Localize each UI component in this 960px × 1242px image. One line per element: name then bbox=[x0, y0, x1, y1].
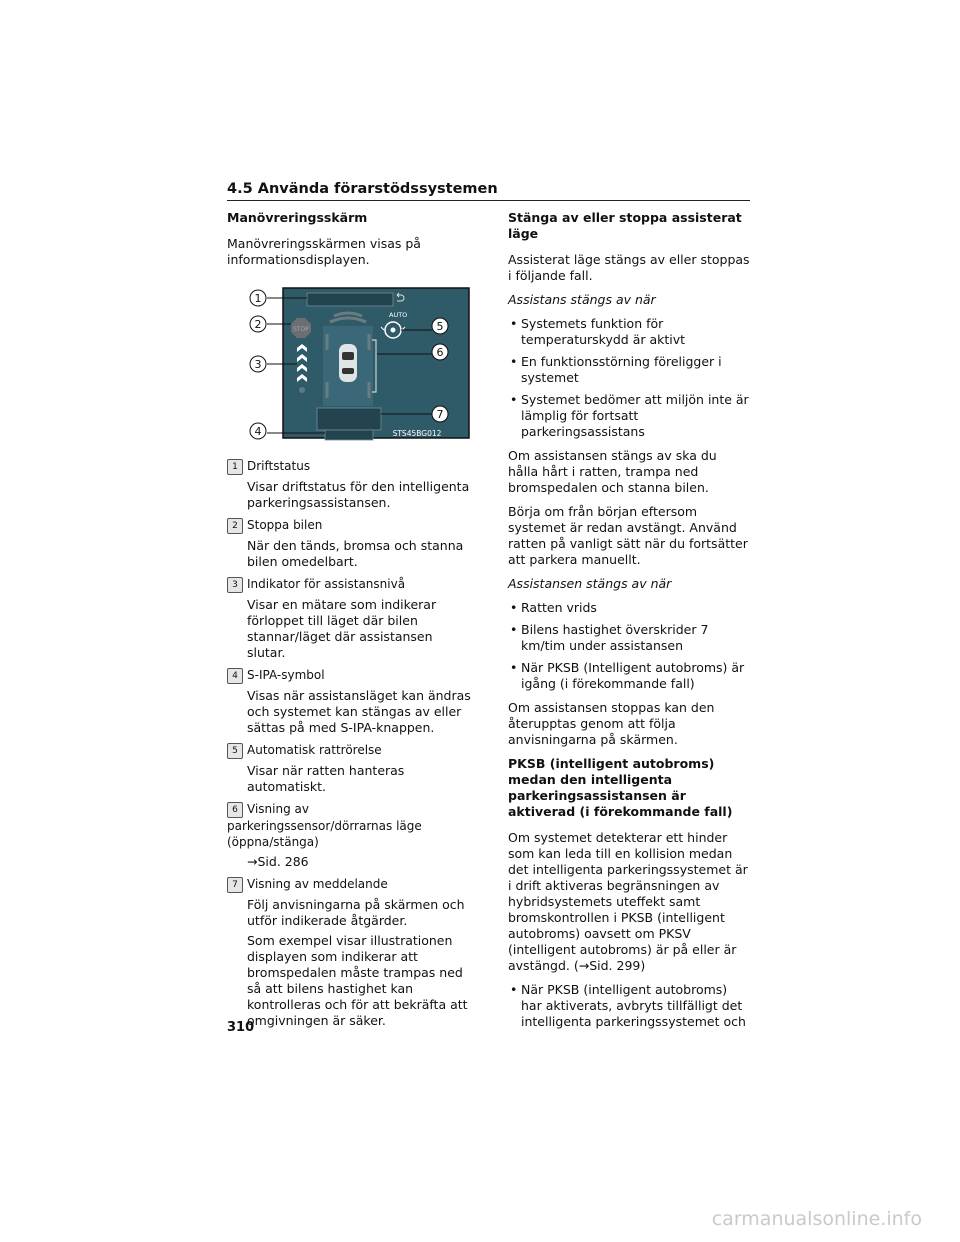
item-number: 3 bbox=[227, 577, 243, 593]
item-number: 7 bbox=[227, 877, 243, 893]
parking-sensor-display bbox=[323, 313, 376, 419]
list-item: • En funktionsstörning föreligger i systemet bbox=[508, 354, 750, 386]
item-desc: Följ anvisningarna på skärmen och utför indikerade åtgärder. bbox=[247, 897, 465, 928]
item-number: 1 bbox=[227, 459, 243, 475]
page-number: 310 bbox=[227, 1020, 255, 1035]
item-title: Indikator för assistansnivå bbox=[247, 577, 406, 591]
display-illustration-svg bbox=[227, 286, 472, 444]
item-number: 4 bbox=[227, 668, 243, 684]
callout-5: 5 bbox=[436, 320, 444, 333]
item-3 bbox=[227, 576, 472, 661]
car-top-view bbox=[339, 344, 357, 382]
callout-2: 2 bbox=[254, 318, 262, 331]
paragraph-4: Om systemet detekterar ett hinder som kan leda till en kollision medan det intelligenta parkeringssystemet är i drift aktiveras begränsningen av hybridsystemets uteffekt samt bromskontrollen i PKSB (intelligent autobroms) oavsett om PKSV (intelligent autobroms) är på eller är avstängd. (→Sid. 299) bbox=[508, 830, 748, 973]
list-item: • Systemet bedömer att miljön inte är lämplig för fortsatt parkeringsassistans bbox=[508, 392, 750, 440]
right-intro: Assisterat läge stängs av eller stoppas i följande fall. bbox=[508, 252, 750, 283]
item-desc: När den tänds, bromsa och stanna bilen omedelbart. bbox=[247, 538, 464, 569]
status-bar bbox=[307, 293, 393, 306]
item-title: Visning av parkeringssensor/dörrarnas läge (öppna/stänga) bbox=[227, 802, 422, 849]
left-heading: Manövreringsskärm bbox=[227, 210, 368, 225]
paragraph-2: Börja om från början eftersom systemet är redan avstängt. Använd ratten på vanligt sätt när du fortsätter att parkera manuellt. bbox=[508, 504, 748, 567]
callout-7: 7 bbox=[436, 408, 444, 421]
callout-4: 4 bbox=[254, 425, 262, 438]
list-item: • Systemets funktion för temperaturskydd är aktivt bbox=[508, 316, 750, 348]
list-item: • När PKSB (Intelligent autobroms) är igång (i förekommande fall) bbox=[508, 660, 750, 692]
right-heading-2: PKSB (intelligent autobroms) medan den intelligenta parkeringsassistansen är aktiverad (i förekommande fall) bbox=[508, 756, 733, 819]
item-title: Driftstatus bbox=[247, 459, 311, 473]
list-item: • När PKSB (intelligent autobroms) har aktiverats, avbryts tillfälligt det intelligenta parkeringssystemet och bbox=[508, 982, 750, 1030]
stop-label: STOP bbox=[293, 326, 309, 333]
left-intro: Manövreringsskärmen visas på informationsdisplayen. bbox=[227, 236, 421, 267]
left-column bbox=[227, 210, 472, 1035]
callout-1: 1 bbox=[254, 292, 262, 305]
subheading-2: Assistansen stängs av när bbox=[508, 576, 672, 591]
section-title: 4.5 Använda förarstödssystemen bbox=[227, 181, 498, 197]
auto-label: AUTO bbox=[389, 311, 408, 319]
item-desc: Visar driftstatus för den intelligenta parkeringsassistansen. bbox=[247, 479, 470, 510]
item-7 bbox=[227, 876, 472, 1029]
item-desc: Visar en mätare som indikerar förloppet till läget där bilen stannar/läget där assistansen slutar. bbox=[247, 597, 437, 660]
item-title: Automatisk rattrörelse bbox=[247, 743, 382, 757]
list-item: • Bilens hastighet överskrider 7 km/tim under assistansen bbox=[508, 622, 750, 654]
page-reference-link[interactable]: →Sid. 286 bbox=[247, 854, 309, 869]
item-1 bbox=[227, 458, 472, 511]
item-5 bbox=[227, 742, 472, 795]
subheading-1: Assistans stängs av när bbox=[508, 292, 656, 307]
item-title: Visning av meddelande bbox=[247, 877, 388, 891]
item-desc: Visas när assistansläget kan ändras och systemet kan stängas av eller sättas på med S-IPA-knappen. bbox=[247, 688, 471, 735]
section-header bbox=[227, 178, 750, 201]
item-desc-2: Som exempel visar illustrationen displayen som indikerar att bromspedalen måste trampas ned så att bilens hastighet kan kontrolleras och för att bekräfta att omgivningen är säker. bbox=[247, 933, 468, 1028]
item-6 bbox=[227, 801, 472, 870]
sipa-symbol-box bbox=[325, 430, 373, 440]
right-column bbox=[508, 210, 750, 1038]
callout-6: 6 bbox=[436, 346, 444, 359]
paragraph-1: Om assistansen stängs av ska du hålla hårt i ratten, trampa ned bromspedalen och stanna bilen. bbox=[508, 448, 717, 495]
item-number: 6 bbox=[227, 802, 243, 818]
item-title: Stoppa bilen bbox=[247, 518, 323, 532]
item-desc: Visar när ratten hanteras automatiskt. bbox=[247, 763, 405, 794]
display-illustration bbox=[227, 286, 472, 444]
item-4 bbox=[227, 667, 472, 736]
watermark: carmanualsonline.info bbox=[711, 1208, 922, 1230]
item-title: S-IPA-symbol bbox=[247, 668, 325, 682]
list-item: • Ratten vrids bbox=[508, 600, 750, 616]
list-2 bbox=[508, 600, 750, 692]
item-number: 2 bbox=[227, 518, 243, 534]
item-2 bbox=[227, 517, 472, 570]
right-heading: Stänga av eller stoppa assisterat läge bbox=[508, 210, 742, 241]
paragraph-3: Om assistansen stoppas kan den återupptas genom att följa anvisningarna på skärmen. bbox=[508, 700, 715, 747]
item-number: 5 bbox=[227, 743, 243, 759]
list-3 bbox=[508, 982, 750, 1030]
message-box bbox=[317, 408, 381, 430]
list-1 bbox=[508, 316, 750, 440]
callout-3: 3 bbox=[254, 358, 262, 371]
figure-code: STS45BG012 bbox=[392, 429, 442, 438]
